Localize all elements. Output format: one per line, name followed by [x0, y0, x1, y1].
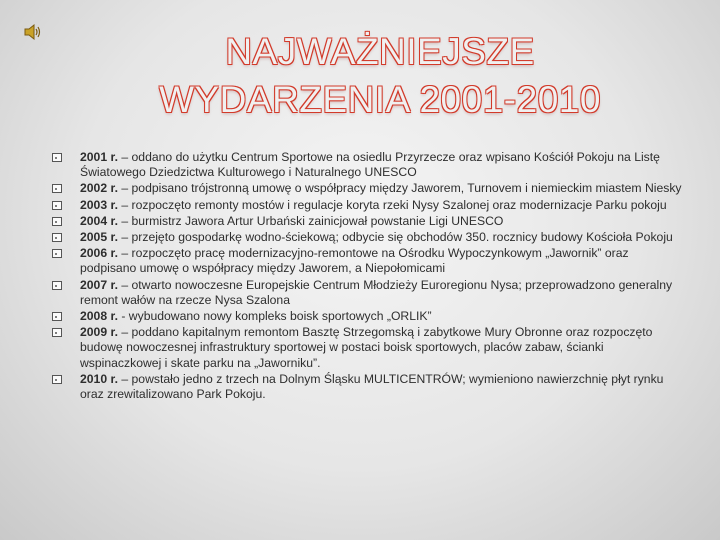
event-text: – rozpoczęto pracę modernizacyjno-remontowe na Ośrodku Wypoczynkowym „Jawornik” oraz podpisano umowę o współpracy między Jaworem, a Niepołomicami: [80, 246, 629, 276]
list-item: [52, 150, 682, 180]
checkbox-bullet-icon: [52, 153, 62, 162]
event-text: – powstało jedno z trzech na Dolnym Śląsku MULTICENTRÓW; wymieniono nawierzchnię płyt rynku oraz zrewitalizowano Park Pokoju.: [80, 371, 664, 402]
event-year: 2004 r.: [80, 213, 118, 228]
checkbox-bullet-icon: [52, 249, 62, 258]
event-year: 2009 r.: [80, 325, 118, 340]
event-text: – poddano kapitalnym remontom Basztę Strzegomską i zabytkowe Mury Obronne oraz rozpoczęto budowę nowoczesnej infrastruktury sportowej w postaci boisk sportowych, placów zabaw, ścianki wspinaczkowej i skate parku na „Jaworniku”.: [80, 325, 653, 370]
list-item: [52, 246, 682, 276]
event-text: – przejęto gospodarkę wodno-ściekową; odbycie się obchodów 350. rocznicy budowy Kościoła Pokoju: [117, 230, 673, 245]
list-item: [52, 181, 682, 196]
event-text: – rozpoczęto remonty mostów i regulacje koryta rzeki Nysy Szalonej oraz modernizacje Parku pokoju: [117, 197, 667, 212]
event-year: 2010 r.: [80, 371, 118, 386]
event-text: – podpisano trójstronną umowę o współpracy między Jaworem, Turnovem i niemieckim miastem Niesky: [117, 181, 682, 196]
checkbox-bullet-icon: [52, 328, 62, 337]
title-line-2: WYDARZENIA 2001-2010: [159, 79, 601, 120]
event-year: 2006 r.: [80, 246, 118, 261]
event-year: 2002 r.: [80, 181, 118, 196]
events-list: [52, 150, 682, 403]
checkbox-bullet-icon: [52, 184, 62, 193]
event-text: – burmistrz Jawora Artur Urbański zainicjował powstanie Ligi UNESCO: [117, 213, 504, 228]
speaker-icon[interactable]: [22, 22, 42, 42]
event-text: – oddano do użytku Centrum Sportowe na osiedlu Przyrzecze oraz wpisano Kościół Pokoju na Listę Światowego Dziedzictwa Kulturowego i Naturalnego UNESCO: [80, 150, 660, 180]
page-title: [60, 28, 700, 124]
list-item: [52, 230, 682, 245]
list-item: [52, 214, 682, 229]
event-year: 2005 r.: [80, 230, 118, 245]
title-line-1: NAJWAŻNIEJSZE: [225, 31, 535, 72]
checkbox-bullet-icon: [52, 281, 62, 290]
event-text: – otwarto nowoczesne Europejskie Centrum Młodzieży Euroregionu Nysa; przeprowadzono generalny remont wałów na rzecze Nysa Szalona: [80, 277, 673, 307]
list-item: [52, 278, 682, 308]
list-item: [52, 372, 682, 402]
list-item: [52, 198, 682, 213]
list-item: [52, 325, 682, 371]
checkbox-bullet-icon: [52, 312, 62, 321]
checkbox-bullet-icon: [52, 375, 62, 384]
event-year: 2003 r.: [80, 197, 118, 212]
event-text: - wybudowano nowy kompleks boisk sportowych „ORLIK”: [117, 309, 432, 324]
checkbox-bullet-icon: [52, 217, 62, 226]
event-year: 2008 r.: [80, 309, 118, 324]
checkbox-bullet-icon: [52, 201, 62, 210]
list-item: [52, 309, 682, 324]
event-year: 2007 r.: [80, 277, 118, 292]
checkbox-bullet-icon: [52, 233, 62, 242]
event-year: 2001 r.: [80, 150, 118, 164]
